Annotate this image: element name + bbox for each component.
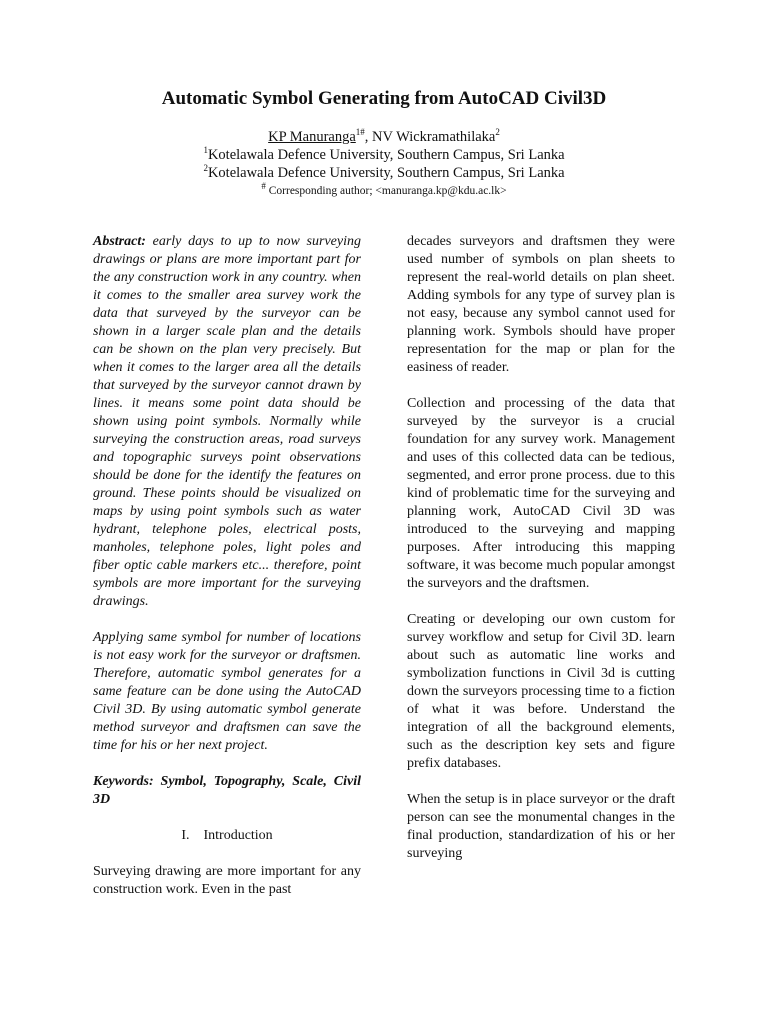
author-sup-2: 2 [495,127,500,138]
author-name-1[interactable]: KP Manuranga [268,129,356,145]
affiliation-sup: 2 [203,163,208,174]
author-block [0,128,768,200]
keywords: Keywords: Symbol, Topography, Scale, Civil 3D [93,774,361,807]
abstract-paragraph-1 [93,233,361,611]
abstract-text-1: early days to up to now surveying drawings or plans are more important part for the any construction work in any country. when it comes to the smaller area survey work the data that surveyed by the surveyor can be shown in a larger scale plan and the details can be shown on the plan very precisely. But when it comes to the larger area all the details that surveyed by the surveyor cannot drawn by lines. it means some point data should be shown using point symbols. Normally while surveying the construction areas, road surveys and topographic surveys point observations should be done for the identify the features on ground. These points should be visualized on maps by using point symbols such as water hydrant, telephone poles, electrical posts, manholes, telephone poles, light poles and fiber optic cable markers etc... therefore, point symbols are more important for the surveying drawings. [93,234,361,609]
abstract-label: Abstract: [93,234,146,249]
affiliation-sup: 1 [203,145,208,156]
corresponding-author [0,182,768,200]
right-column [407,233,675,863]
corresponding-text: Corresponding author; <manuranga.kp@kdu.ac.lk> [265,185,507,197]
affiliation-text: Kotelawala Defence University, Southern Campus, Sri Lanka [207,147,565,163]
paper-title: Automatic Symbol Generating from AutoCAD Civil3D [161,88,607,109]
body-paragraph-3: Creating or developing our own custom for survey workflow and setup for Civil 3D. learn about such as automatic line works and symbolization functions in Civil 3d is cutting down the surveyors processing time to a fiction of what it was before. Understand the integration of all the background elements, such as the description key sets and figure prefix databases. [407,612,675,771]
body-paragraph-2: Collection and processing of the data that surveyed by the surveyor is a crucial foundation for any survey work. Management and uses of this collected data can be tedious, segmented, and error prone process. due to this kind of problematic time for the surveying and planning work, AutoCAD Civil 3D was introduced to the surveying and mapping purposes. After introducing this mapping software, it was become much popular amongst the surveyors and the draftsmen. [407,396,675,591]
body-paragraph-4: When the setup is in place surveyor or the draft person can see the monumental changes in the final production, standardization of his or her surveying [407,792,675,861]
corresponding-sup: # [261,181,266,192]
author-separator: , [364,129,373,145]
left-column [93,233,361,899]
affiliation-text: Kotelawala Defence University, Southern Campus, Sri Lanka [207,165,565,181]
body-paragraph-1: decades surveyors and draftsmen they were used number of symbols on plan sheets to represent the real-world details on plan sheet. Adding symbols for any type of survey plan is not easy, because any symbol cannot used for planning work. Symbols should have proper representation for the map or plan for the easiness of reader. [407,234,675,375]
author-name-2: NV Wickramathilaka [372,129,496,145]
author-sup-1: 1# [355,127,365,138]
affiliation-1 [0,146,768,164]
abstract-paragraph-2: Applying same symbol for number of locations is not easy work for the surveyor or draftsmen. Therefore, automatic symbol generates for a same feature can be done using the AutoCAD Civil 3D. By using automatic symbol generate method surveyor and draftsmen can save the time for his or her next project. [93,630,361,753]
affiliation-2 [0,164,768,182]
section-heading-introduction: I. Introduction [181,828,273,843]
author-line [0,128,768,146]
intro-paragraph-1: Surveying drawing are more important for any construction work. Even in the past [93,864,361,897]
